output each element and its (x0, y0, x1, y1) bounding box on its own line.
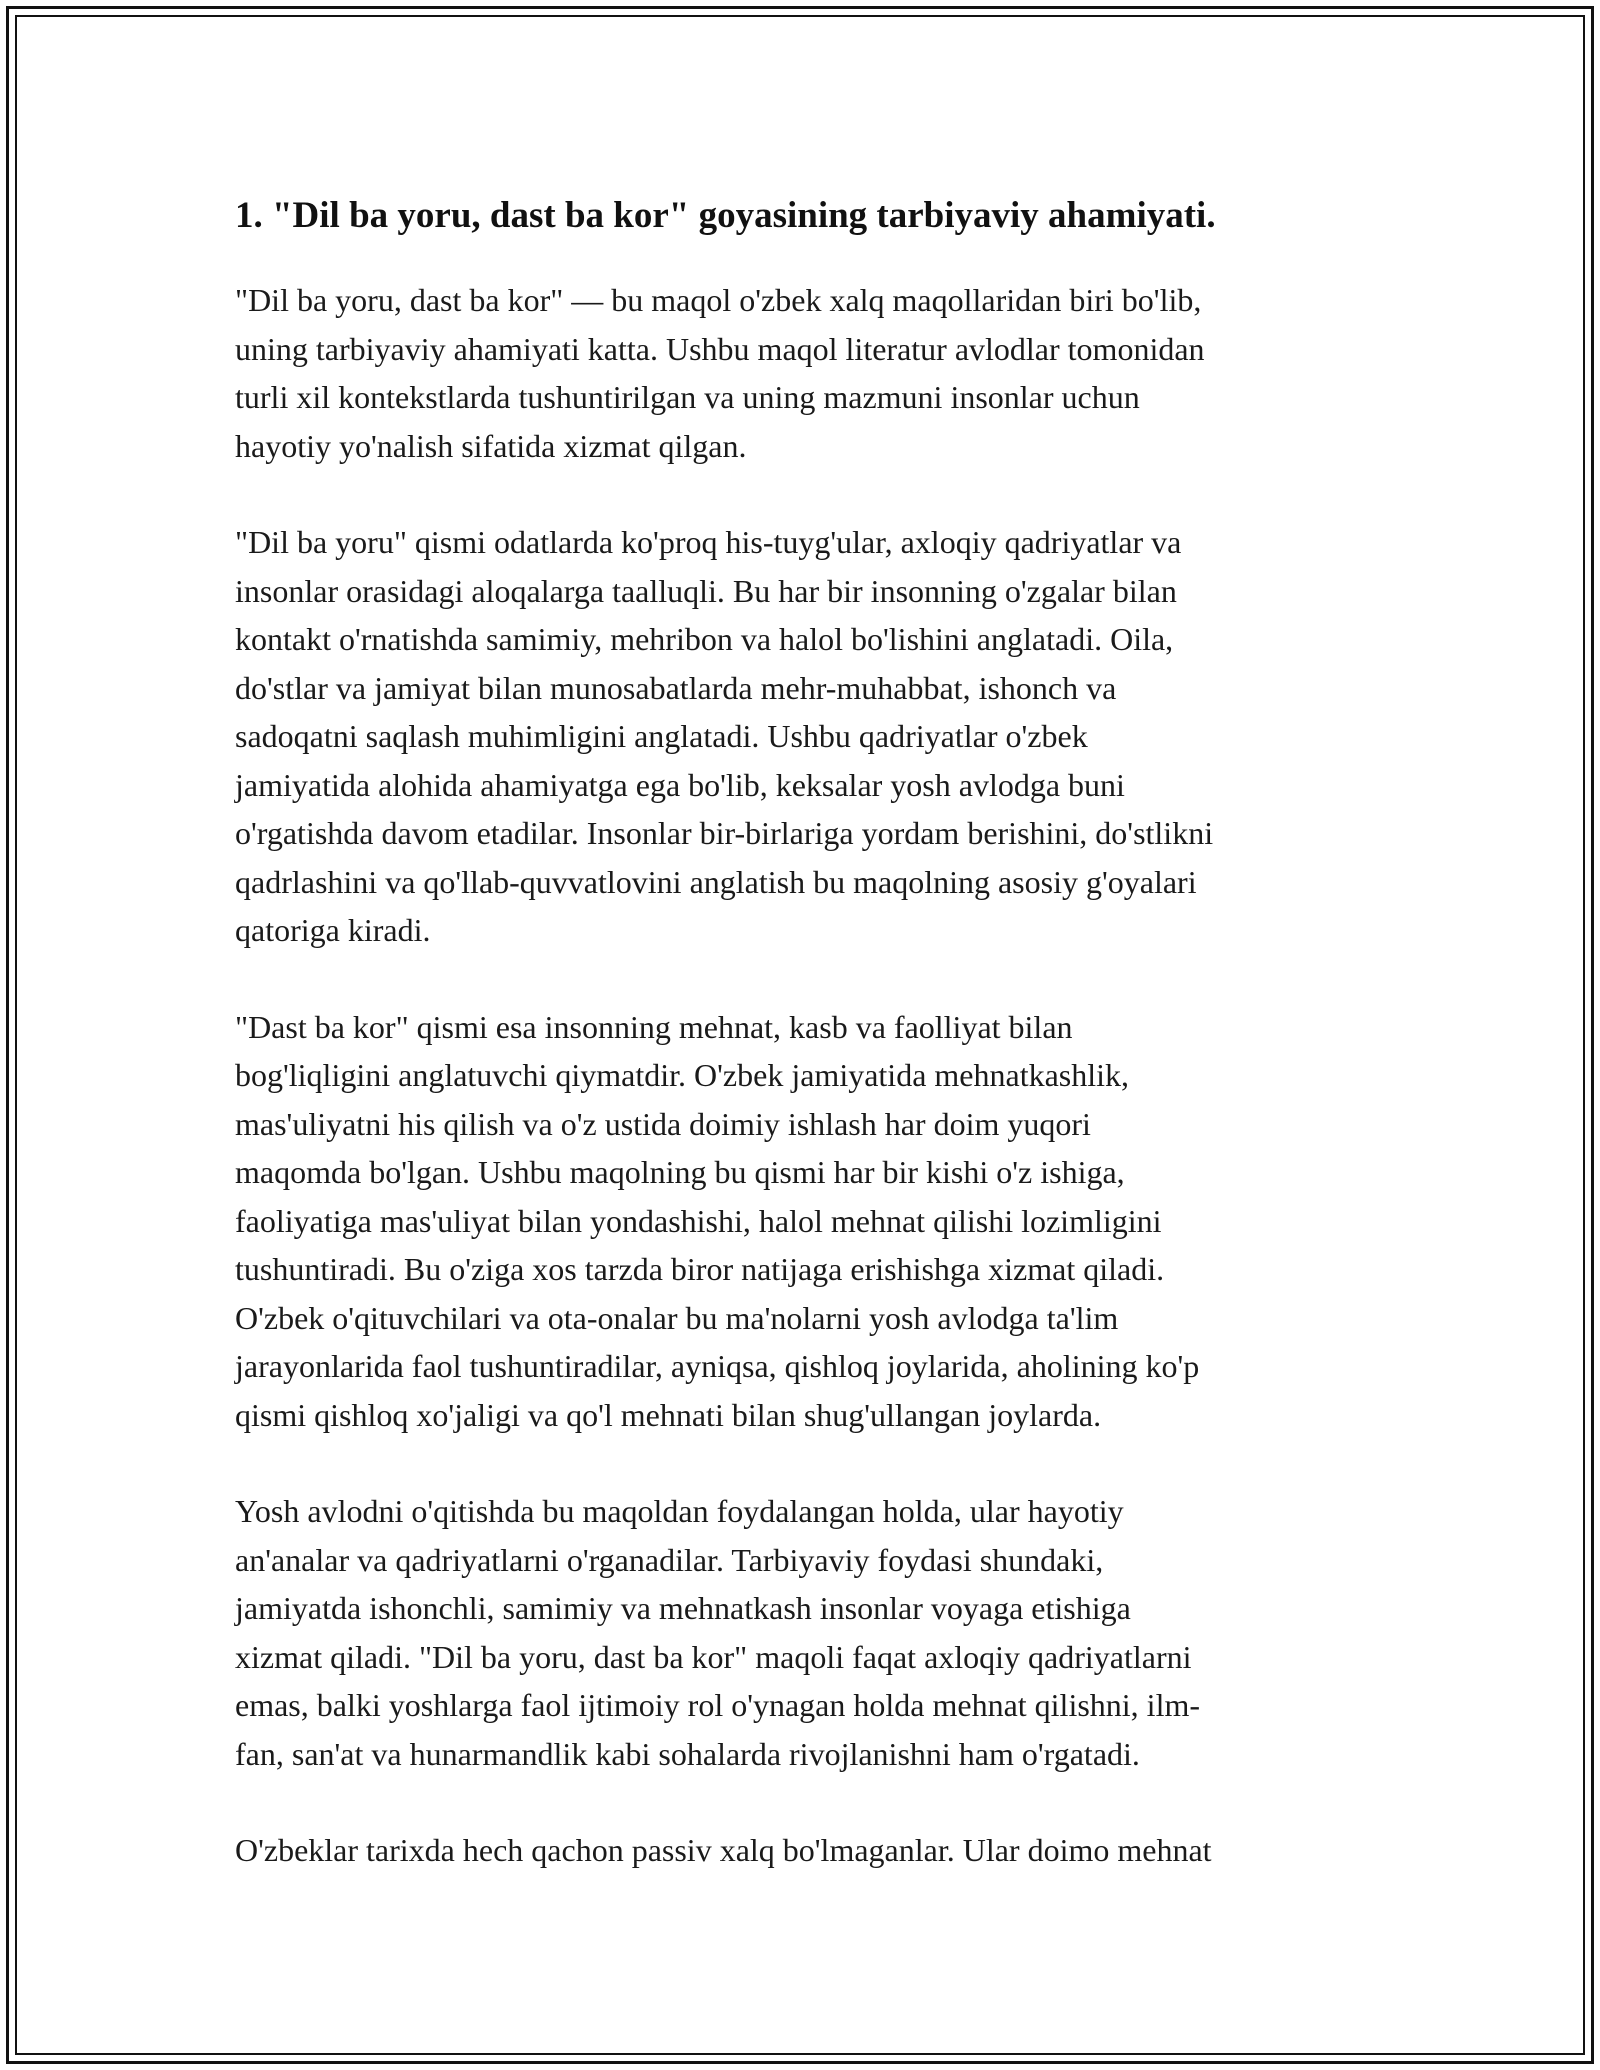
paragraph-line: maqomda bo'lgan. Ushbu maqolning bu qismi har bir kishi o'z ishiga, (235, 1154, 1125, 1190)
paragraph-line: kontakt o'rnatishda samimiy, mehribon va halol bo'lishini anglatadi. Oila, (235, 621, 1174, 657)
paragraph-line: uning tarbiyaviy ahamiyati katta. Ushbu maqol literatur avlodlar tomonidan (235, 330, 1205, 367)
paragraph-line: hayotiy yo'nalish sifatida xizmat qilgan. (235, 427, 747, 464)
paragraph-line: sadoqatni saqlash muhimligini anglatadi. Ushbu qadriyatlar o'zbek (235, 718, 1088, 754)
paragraph-line: jarayonlarida faol tushuntiradilar, ayniqsa, qishloq joylarida, aholining ko'p (235, 1348, 1200, 1384)
paragraph-line: "Dil ba yoru" qismi odatlarda ko'proq his-tuyg'ular, axloqiy qadriyatlar va (235, 524, 1182, 560)
paragraph-line: Yosh avlodni o'qitishda bu maqoldan foydalangan holda, ular hayotiy (235, 1493, 1124, 1529)
paragraph-line: jamiyatda ishonchli, samimiy va mehnatkash insonlar voyaga etishiga (235, 1590, 1131, 1626)
document-heading: 1. "Dil ba yoru, dast ba kor" goyasining tarbiyaviy ahamiyati. (235, 195, 1216, 236)
paragraph-line: O'zbeklar tarixda hech qachon passiv xalq bo'lmaganlar. Ular doimo mehnat (235, 1832, 1212, 1868)
paragraph-2 (235, 518, 1375, 955)
paragraph-4 (235, 1487, 1375, 1778)
paragraph-line: jamiyatida alohida ahamiyatga ega bo'lib, keksalar yosh avlodga buni (235, 766, 1125, 803)
paragraph-5 (235, 1826, 1375, 1875)
paragraph-line: fan, san'at va hunarmandlik kabi sohalarda rivojlanishni ham o'rgatadi. (235, 1735, 1140, 1772)
paragraph-line: mas'uliyatni his qilish va o'z ustida doimiy ishlash har doim yuqori (235, 1105, 1091, 1142)
paragraph-line: turli xil kontekstlarda tushuntirilgan va uning mazmuni insonlar uchun (235, 379, 1140, 415)
paragraph-1 (235, 276, 1375, 470)
paragraph-line: bog'liqligini anglatuvchi qiymatdir. O'zbek jamiyatida mehnatkashlik, (235, 1057, 1130, 1093)
paragraph-line: xizmat qiladi. "Dil ba yoru, dast ba kor" maqoli faqat axloqiy qadriyatlarni (235, 1638, 1192, 1675)
paragraph-line: "Dil ba yoru, dast ba kor" — bu maqol o'zbek xalq maqollaridan biri bo'lib, (235, 282, 1202, 318)
document-body (235, 186, 1375, 1923)
paragraph-line: o'rgatishda davom etadilar. Insonlar bir-birlariga yordam berishini, do'stlikni (235, 815, 1214, 851)
paragraph-line: qismi qishloq xo'jaligi va qo'l mehnati bilan shug'ullangan joylarda. (235, 1396, 1102, 1433)
paragraph-line: O'zbek o'qituvchilari va ota-onalar bu ma'nolarni yosh avlodga ta'lim (235, 1299, 1119, 1336)
paragraph-line: "Dast ba kor" qismi esa insonning mehnat, kasb va faolliyat bilan (235, 1008, 1073, 1045)
paragraph-3 (235, 1003, 1375, 1440)
paragraph-line: do'stlar va jamiyat bilan munosabatlarda mehr-muhabbat, ishonch va (235, 669, 1117, 706)
paragraph-line: an'analar va qadriyatlarni o'rganadilar. Tarbiyaviy foydasi shundaki, (235, 1541, 1104, 1578)
paragraph-line: qatoriga kiradi. (235, 912, 431, 948)
paragraph-line: tushuntiradi. Bu o'ziga xos tarzda biror natijaga erishishga xizmat qiladi. (235, 1251, 1165, 1287)
paragraph-line: qadrlashini va qo'llab-quvvatlovini anglatish bu maqolning asosiy g'oyalari (235, 863, 1197, 900)
paragraph-line: emas, balki yoshlarga faol ijtimoiy rol o'ynagan holda mehnat qilishni, ilm- (235, 1687, 1200, 1723)
paragraph-line: faoliyatiga mas'uliyat bilan yondashishi, halol mehnat qilishi lozimligini (235, 1202, 1162, 1239)
paragraph-line: insonlar orasidagi aloqalarga taalluqli. Bu har bir insonning o'zgalar bilan (235, 572, 1177, 609)
